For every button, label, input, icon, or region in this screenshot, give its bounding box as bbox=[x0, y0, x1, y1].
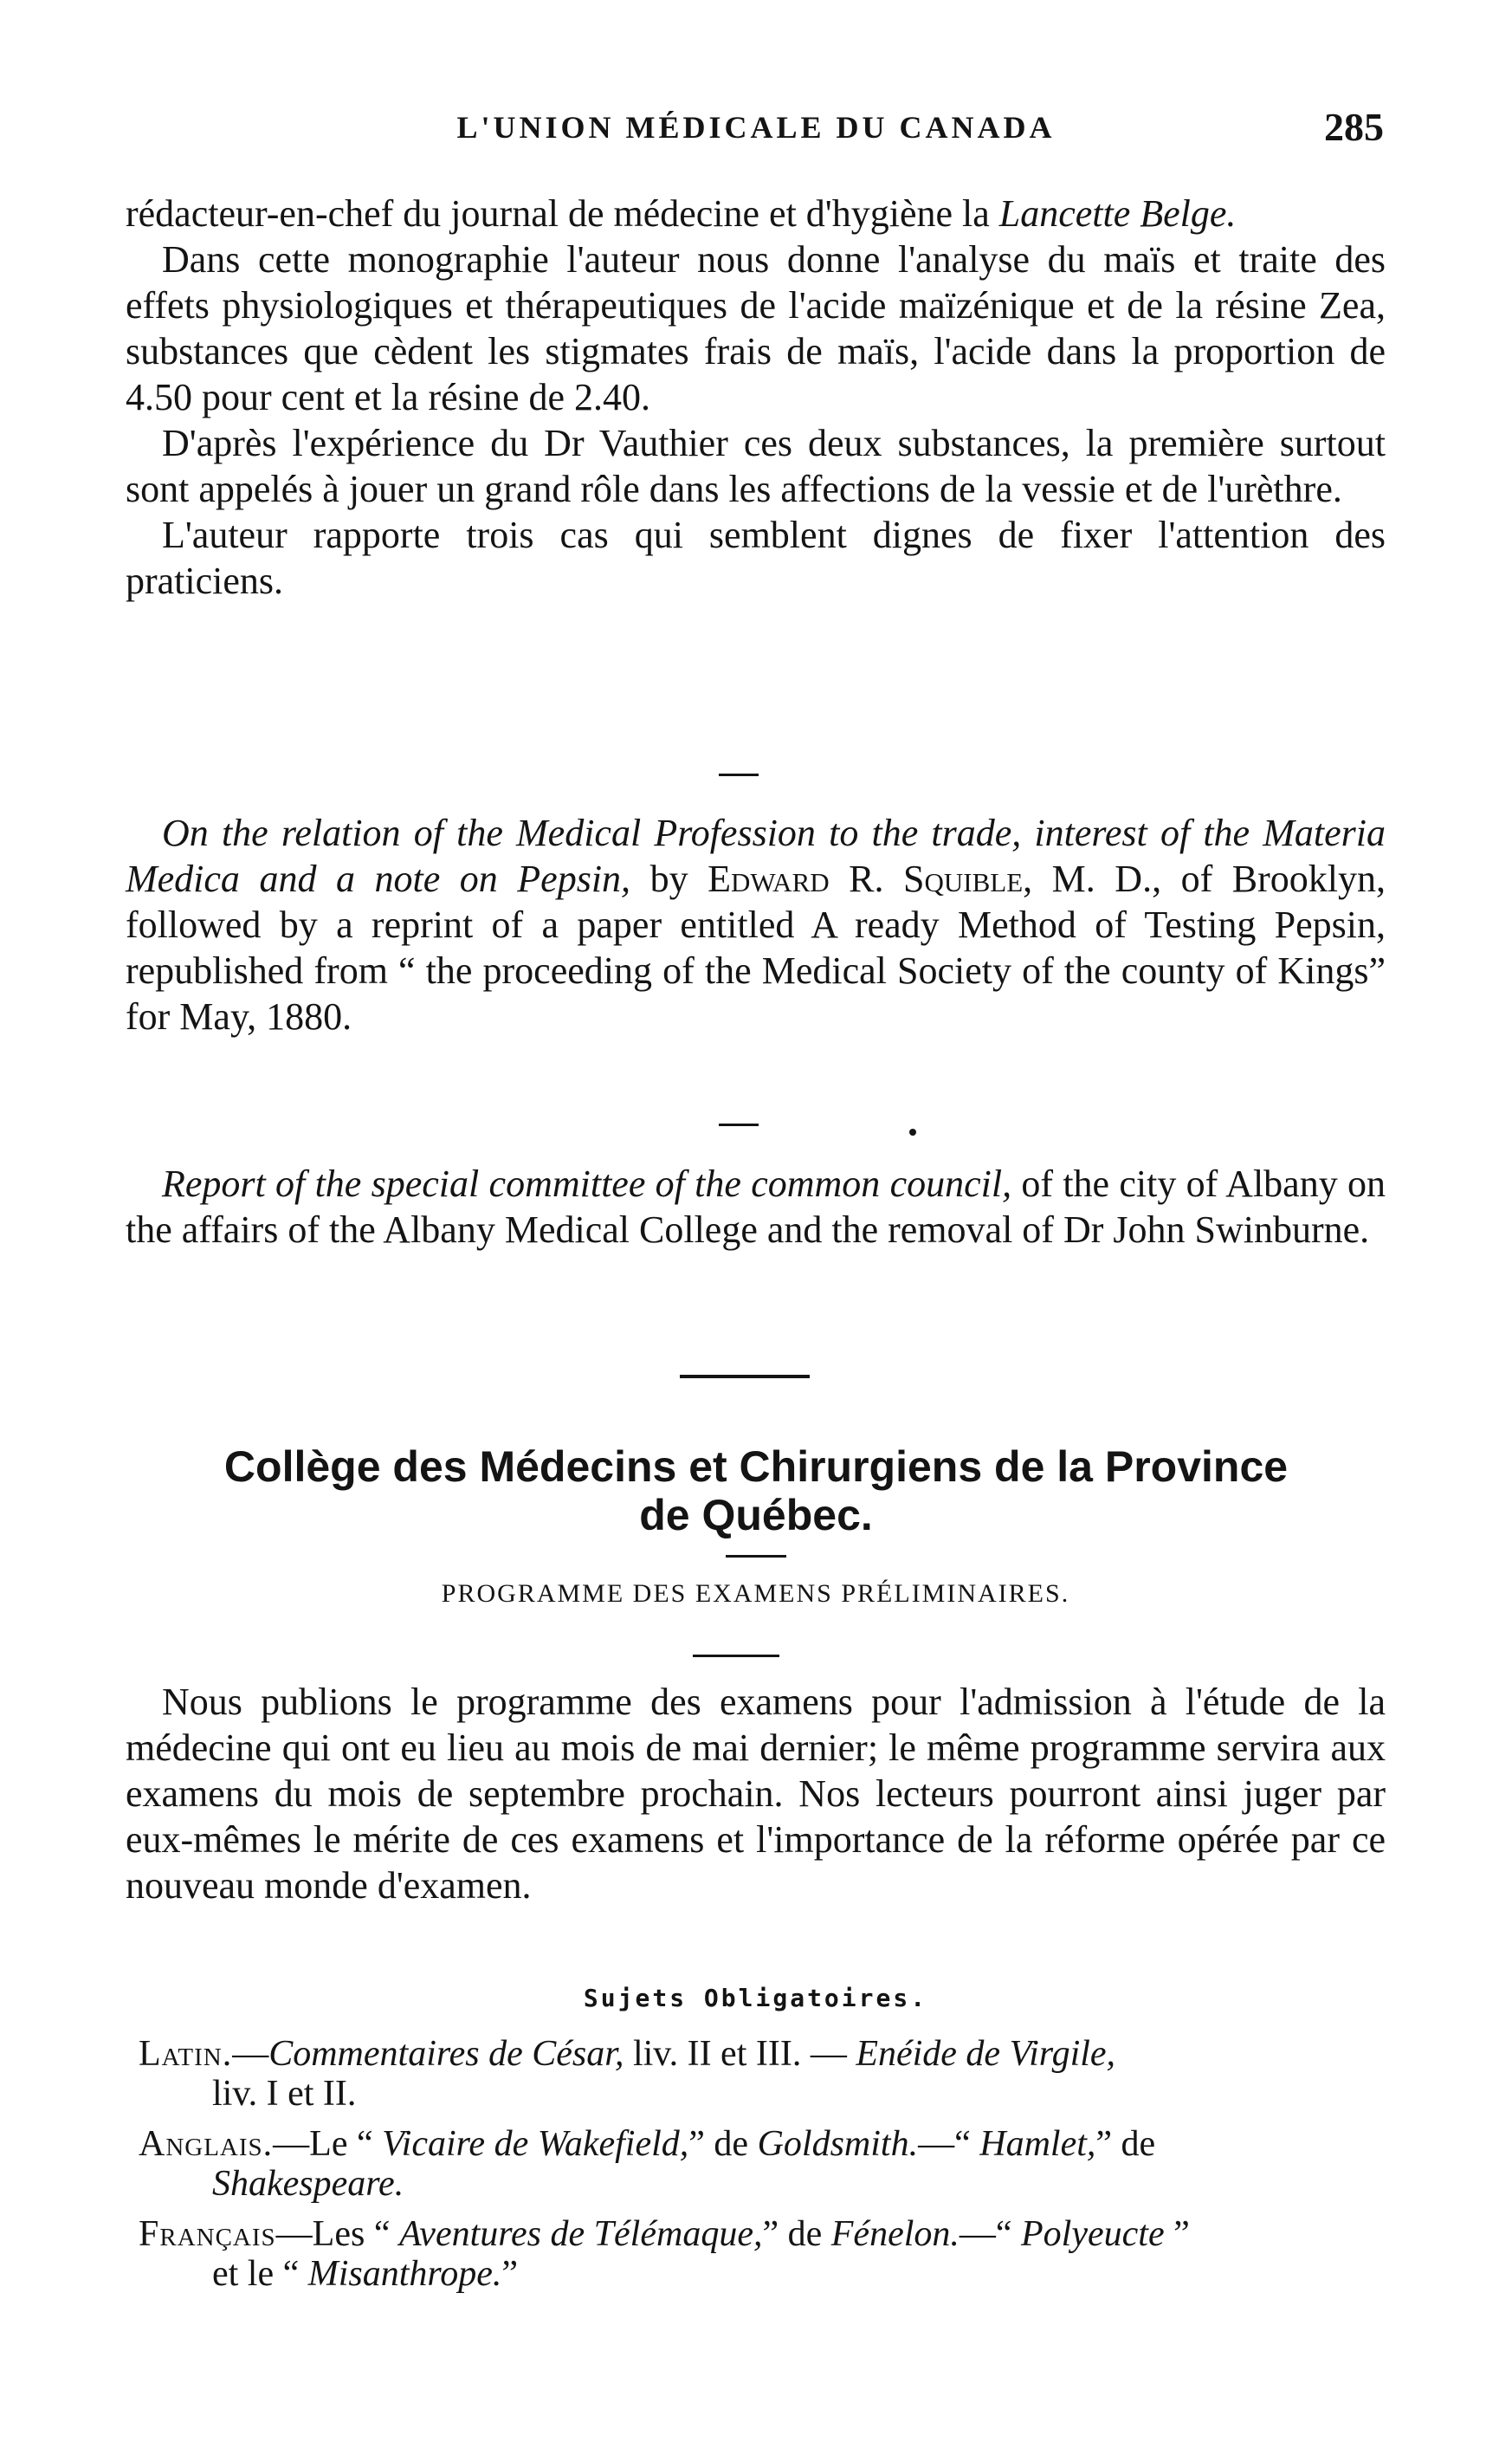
ref1-author: Edward R. Squible bbox=[708, 858, 1024, 900]
subject-text: ” de bbox=[1095, 2124, 1156, 2164]
heading-line-2: de Québec. bbox=[639, 1491, 873, 1539]
paragraph-cas: L'auteur rapporte trois cas qui semblent dignes de fixer l'attention des praticiens. bbox=[126, 514, 1386, 602]
subject-latin bbox=[139, 2034, 1386, 2114]
author-name: Shakespeare. bbox=[212, 2164, 404, 2204]
heading-rule bbox=[726, 1555, 786, 1558]
body-text-top bbox=[126, 191, 1386, 604]
paragraph-monographie: Dans cette monographie l'auteur nous donne l'analyse du maïs et traite des effets physiologiques et thérapeutiques de l'acide maïzénique et de la résine Zea, substances que cèdent les stigmates frais de maïs, l'acide dans la proportion de 4.50 pour cent et la résine de 2.40. bbox=[126, 238, 1386, 418]
running-head bbox=[128, 104, 1384, 165]
work-title: Misanthrope. bbox=[307, 2254, 502, 2294]
ink-dot bbox=[909, 1129, 916, 1136]
separator-rule bbox=[719, 774, 759, 776]
subject-text: —“ bbox=[918, 2124, 980, 2164]
paragraph-programme: Nous publions le programme des examens pour l'admission à l'étude de la médecine qui ont eu lieu au mois de mai dernier; le même programme servira aux examens du mois de septembre prochain. Nos lecteurs pourront ainsi juger par eux-mêmes le mérite de ces examens et l'importance de la réforme opérée par ce nouveau monde d'examen. bbox=[126, 1681, 1386, 1907]
subject-text: ” de bbox=[688, 2124, 758, 2164]
section-heading bbox=[113, 1442, 1399, 1539]
subject-label-francais: Français bbox=[139, 2214, 276, 2254]
ref1-by: by bbox=[630, 858, 708, 900]
paragraph-continuation bbox=[126, 191, 1386, 236]
subject-text: —“ bbox=[959, 2214, 1022, 2254]
subject-label-latin: Latin. bbox=[139, 2034, 233, 2074]
ref2-title: Report of the special committee of the common council, bbox=[162, 1163, 1012, 1205]
section-rule bbox=[680, 1375, 810, 1378]
subject-francais bbox=[139, 2214, 1386, 2294]
work-title: Vicaire de Wakefield, bbox=[382, 2124, 689, 2164]
reference-albany-text bbox=[126, 1161, 1386, 1253]
reference-pepsin-text bbox=[126, 810, 1386, 1040]
subject-text: —Les “ bbox=[275, 2214, 399, 2254]
subject-text: et le “ bbox=[212, 2254, 308, 2294]
journal-title: Lancette Belge. bbox=[998, 192, 1237, 235]
author-name: Goldsmith. bbox=[757, 2124, 919, 2164]
subjects-title: Sujets Obligatoires. bbox=[583, 1984, 928, 2012]
subject-label-anglais: Anglais. bbox=[139, 2124, 274, 2164]
reference-pepsin bbox=[126, 810, 1386, 1040]
work-title: Commentaires de César, bbox=[268, 2034, 624, 2074]
ref1-title: On the relation of the Medical Profession to the trade, interest of the Materia Medica and a note on Pepsin, bbox=[126, 812, 1386, 900]
ref1-rest: , M. D., of Brooklyn, followed by a reprint of a paper entitled A ready Method of Testing Pepsin, republished from “ the proceeding of the Medical Society of the county of Kings” for May, 1880. bbox=[126, 858, 1386, 1038]
heading-line-1: Collège des Médecins et Chirurgiens de la Province bbox=[223, 1442, 1289, 1491]
subject-text: — bbox=[232, 2034, 269, 2074]
running-title: L'UNION MÉDICALE DU CANADA bbox=[456, 110, 1056, 145]
work-title: Enéide de Virgile, bbox=[856, 2034, 1116, 2074]
ref2-rest: of the city of Albany on the affairs of the Albany Medical College and the removal of Dr John Swinburne. bbox=[126, 1163, 1386, 1251]
subject-text: —Le “ bbox=[273, 2124, 383, 2164]
subject-continuation bbox=[139, 2254, 1386, 2294]
body-text-programme bbox=[126, 1679, 1386, 1908]
programme-subheading: PROGRAMME DES EXAMENS PRÉLIMINAIRES. bbox=[441, 1579, 1070, 1608]
paragraph-vauthier: D'après l'expérience du Dr Vauthier ces deux substances, la première surtout sont appelés à jouer un grand rôle dans les affections de la vessie et de l'urèthre. bbox=[126, 422, 1386, 510]
subject-text: liv. II et III. — bbox=[624, 2034, 856, 2074]
author-name: Fénelon. bbox=[830, 2214, 960, 2254]
work-title: Aventures de Télémaque, bbox=[398, 2214, 763, 2254]
subject-text: ” de bbox=[762, 2214, 831, 2254]
work-title: Polyeucte bbox=[1021, 2214, 1165, 2254]
separator-rule bbox=[719, 1124, 759, 1126]
subject-text: ” bbox=[1164, 2214, 1190, 2254]
reference-albany bbox=[126, 1161, 1386, 1253]
work-title: Hamlet, bbox=[979, 2124, 1096, 2164]
subject-text: ” bbox=[501, 2254, 519, 2294]
page-number: 285 bbox=[1324, 105, 1384, 149]
para1-text: rédacteur-en-chef du journal de médecine et d'hygiène la bbox=[126, 192, 999, 235]
subject-anglais bbox=[139, 2124, 1386, 2204]
subheading-rule bbox=[693, 1655, 779, 1657]
subject-text: liv. I et II. bbox=[212, 2074, 357, 2114]
